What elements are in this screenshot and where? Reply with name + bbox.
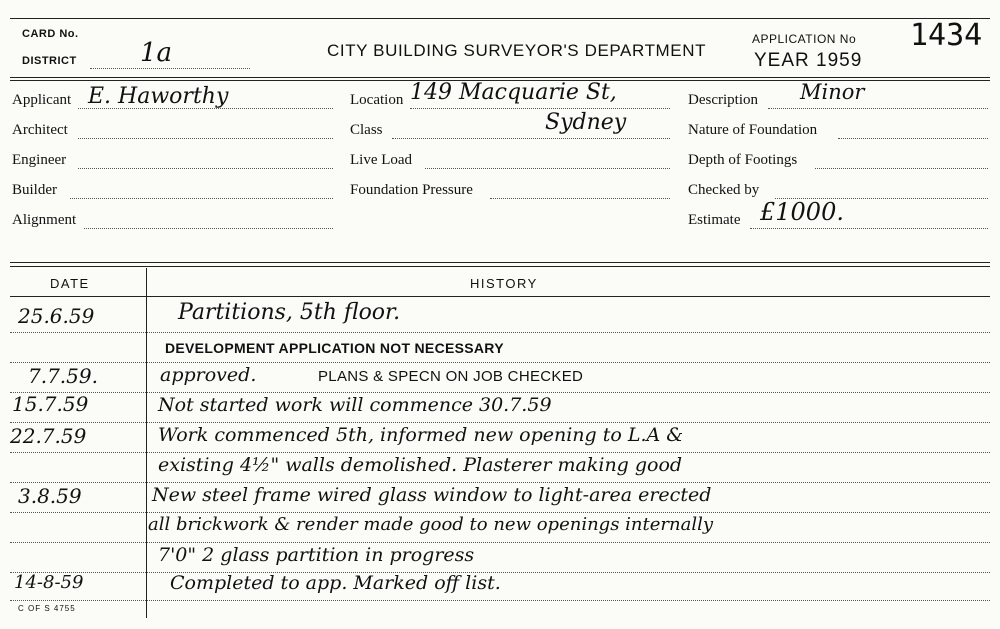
row-rule [10, 422, 990, 423]
class-label: Class [350, 122, 383, 138]
builder-label: Builder [12, 182, 57, 198]
live-load-label: Live Load [350, 152, 413, 168]
header-divider [10, 77, 990, 78]
description-label: Description [688, 92, 758, 108]
row-date: 15.7.59 [12, 392, 89, 416]
row-date: 25.6.59 [18, 304, 95, 328]
location-label: Location [350, 92, 404, 108]
plans-checked-stamp: PLANS & SPECN ON JOB CHECKED [318, 368, 584, 385]
row-date: 7.7.59. [28, 364, 98, 388]
row-rule [10, 332, 990, 333]
estimate-value: £1000. [760, 198, 844, 226]
district-underline [90, 68, 250, 69]
foundation-pressure-label: Foundation Pressure [350, 182, 473, 198]
application-no-label: APPLICATION No [752, 32, 857, 46]
date-column-divider [146, 268, 147, 618]
history-column-header: HISTORY [470, 276, 538, 291]
table-top-border-2 [10, 266, 990, 267]
architect-line [78, 138, 333, 139]
department-title: CITY BUILDING SURVEYOR'S DEPARTMENT [327, 41, 707, 60]
location-value: 149 Macquarie St, [410, 80, 617, 105]
location-line [410, 108, 670, 109]
foundation-pressure-line [490, 198, 670, 199]
row-rule [10, 392, 990, 393]
district-label: DISTRICT [22, 55, 77, 67]
row-rule [10, 452, 990, 453]
row-rule [10, 512, 990, 513]
alignment-line [84, 228, 333, 229]
top-border [10, 18, 990, 19]
row-date: 14-8-59 [14, 572, 84, 593]
depth-line [815, 168, 988, 169]
estimate-line [750, 228, 988, 229]
row-history: approved. [160, 364, 257, 386]
applicant-value: E. Haworthy [88, 84, 229, 109]
district-value: 1a [140, 38, 173, 68]
row-rule [10, 482, 990, 483]
row-history: existing 4½" walls demolished. Plasterer making good [158, 454, 683, 476]
development-stamp: DEVELOPMENT APPLICATION NOT NECESSARY [165, 340, 504, 356]
description-value: Minor [800, 80, 865, 104]
form-code: C OF S 4755 [18, 604, 76, 613]
nature-line [838, 138, 988, 139]
alignment-label: Alignment [12, 212, 77, 228]
application-number: 1434 [910, 18, 983, 53]
row-history: Not started work will commence 30.7.59 [158, 394, 552, 416]
row-date: 22.7.59 [10, 424, 87, 448]
row-history: all brickwork & render made good to new openings internally [148, 514, 713, 535]
builder-line [70, 198, 333, 199]
row-history: New steel frame wired glass window to light-area erected [152, 484, 712, 506]
table-top-border [10, 262, 990, 263]
applicant-line [78, 108, 333, 109]
row-history: Completed to app. Marked off list. [170, 572, 501, 594]
applicant-label: Applicant [12, 92, 72, 108]
engineer-label: Engineer [12, 152, 67, 168]
row-date: 3.8.59 [18, 484, 82, 508]
architect-label: Architect [12, 122, 68, 138]
date-column-header: DATE [50, 276, 90, 291]
row-rule [10, 600, 990, 601]
nature-of-foundation-label: Nature of Foundation [688, 122, 818, 138]
description-line [768, 108, 988, 109]
estimate-label: Estimate [688, 212, 741, 228]
card-no-label: CARD No. [22, 28, 79, 40]
live-load-line [425, 168, 670, 169]
row-rule [10, 542, 990, 543]
row-history: 7'0" 2 glass partition in progress [158, 544, 475, 566]
row-history: Work commenced 5th, informed new opening to L.A & [158, 424, 684, 446]
row-history: Partitions, 5th floor. [178, 300, 401, 325]
depth-of-footings-label: Depth of Footings [688, 152, 798, 168]
engineer-line [78, 168, 333, 169]
header-row-divider [10, 296, 990, 297]
location-value-2: Sydney [545, 110, 627, 135]
class-line [392, 138, 670, 139]
row-rule [10, 362, 990, 363]
checked-by-label: Checked by [688, 182, 760, 198]
year-label: YEAR 1959 [754, 50, 863, 71]
